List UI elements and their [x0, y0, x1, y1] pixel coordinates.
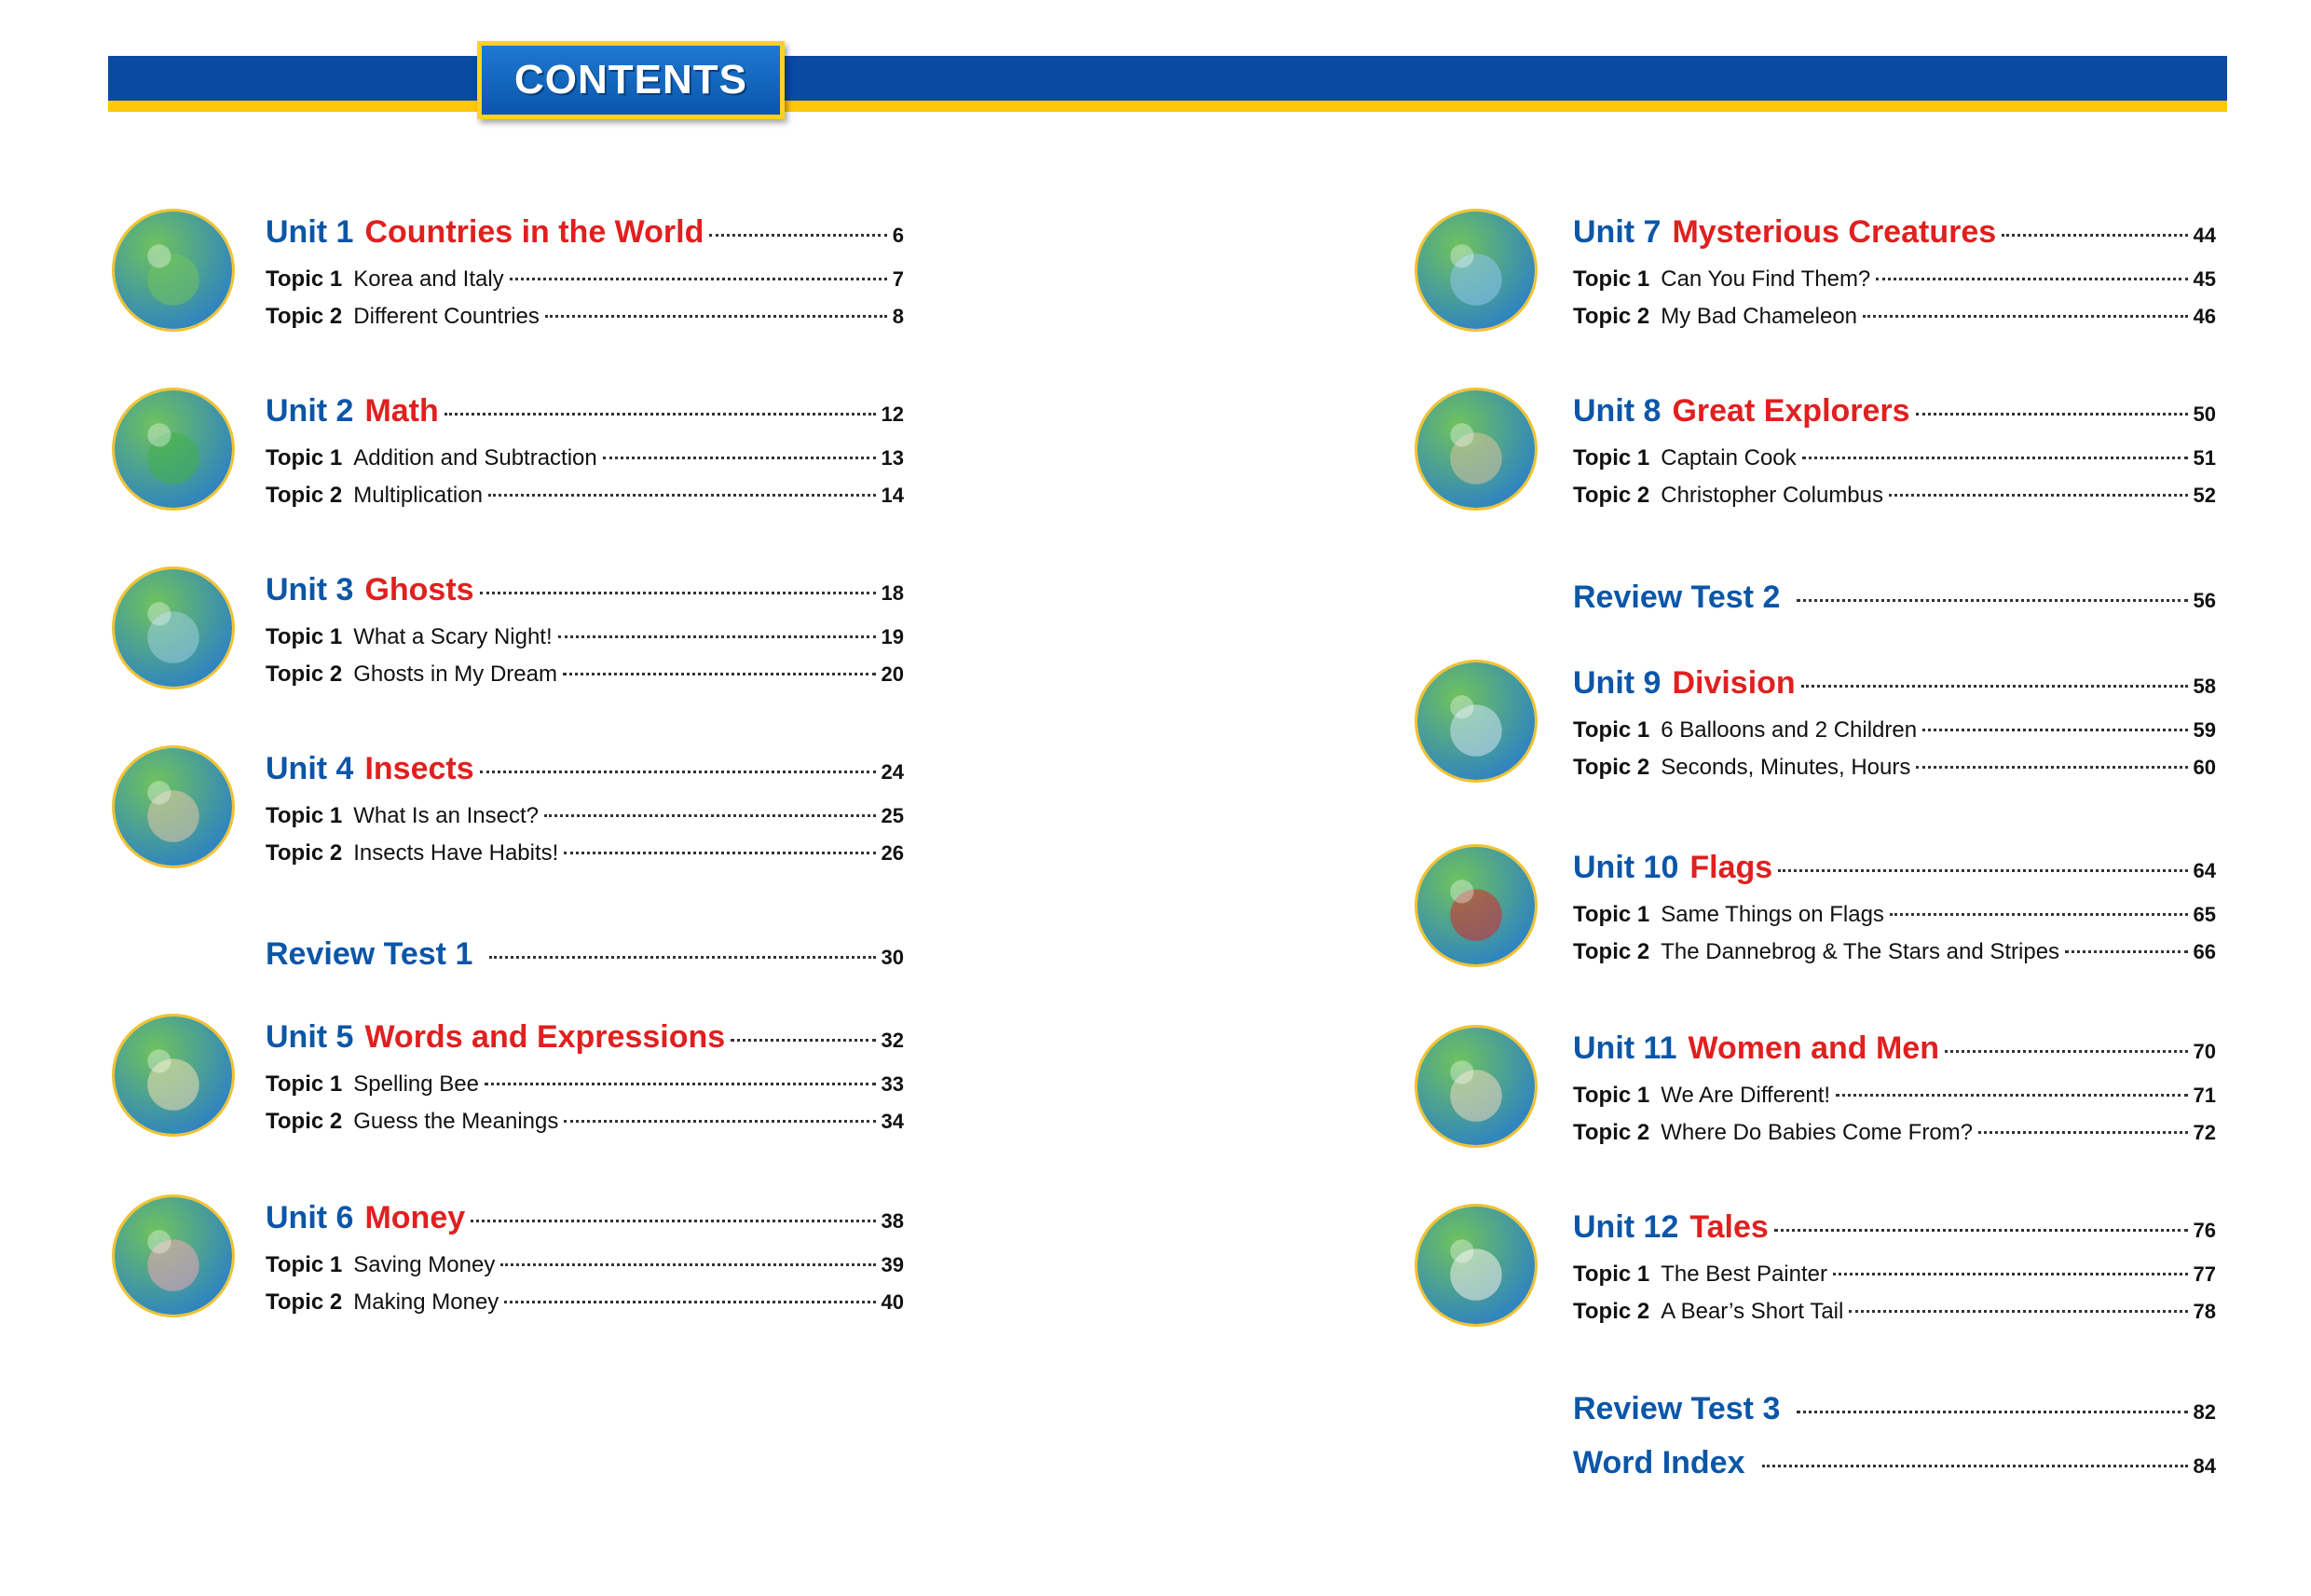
flags-icon: [1415, 844, 1538, 967]
unit-heading[interactable]: [266, 572, 904, 613]
header-bar: [108, 56, 2227, 112]
dot-leader: [488, 494, 876, 497]
topic-label: Topic 2: [1573, 755, 1650, 780]
dot-leader: [1762, 1465, 2188, 1467]
dot-leader: [489, 956, 875, 959]
unit-title: Division: [1672, 665, 1796, 701]
dot-leader: [1889, 494, 2188, 497]
piggy-bank-icon: [112, 1194, 235, 1317]
review-title: Review Test 2: [1573, 580, 1781, 615]
unit-number: Unit 2: [266, 393, 354, 429]
unit-title: Words and Expressions: [364, 1019, 726, 1055]
topic-entry[interactable]: [266, 840, 904, 872]
dot-leader: [709, 234, 886, 237]
unit-title: Great Explorers: [1672, 393, 1910, 429]
topic-label: Topic 2: [266, 662, 343, 687]
page-number: 70: [2193, 1040, 2216, 1063]
page-number: 30: [881, 946, 904, 969]
topic-entry[interactable]: [266, 483, 904, 514]
topic-title: We Are Different!: [1661, 1083, 1831, 1108]
topic-entry[interactable]: [266, 662, 904, 693]
unit-number: Unit 6: [266, 1200, 354, 1235]
topic-label: Topic 2: [266, 1289, 343, 1315]
topic-label: Topic 2: [1573, 939, 1650, 964]
topic-entry[interactable]: [1573, 717, 2216, 749]
dot-leader: [1876, 278, 2187, 280]
compass-icon: [1415, 388, 1538, 511]
unit-heading[interactable]: [266, 751, 904, 792]
dot-leader: [444, 413, 876, 416]
unit-title: Countries in the World: [364, 214, 704, 250]
dot-leader: [485, 1083, 876, 1085]
unit-title: Women and Men: [1688, 1030, 1939, 1066]
page-number: 8: [892, 305, 904, 328]
topic-entry[interactable]: [1573, 1299, 2216, 1330]
page-number: 59: [2193, 718, 2216, 742]
topic-entry[interactable]: [1573, 483, 2216, 514]
topic-label: Topic 1: [266, 1071, 343, 1097]
topic-entry[interactable]: [1573, 755, 2216, 786]
review-heading[interactable]: [1573, 1391, 2216, 1432]
topic-entry[interactable]: [266, 1071, 904, 1103]
page-number: 12: [881, 402, 904, 426]
dot-leader: [545, 315, 887, 318]
topic-entry[interactable]: [1573, 902, 2216, 934]
page-number: 38: [881, 1209, 904, 1233]
topic-entry[interactable]: [1573, 1120, 2216, 1152]
page-number: 45: [2193, 267, 2216, 291]
dot-leader: [1797, 1411, 2187, 1413]
topic-entry[interactable]: [266, 803, 904, 835]
unit-title: Flags: [1689, 850, 1773, 885]
unit-number: Unit 10: [1573, 850, 1679, 885]
topic-title: Seconds, Minutes, Hours: [1661, 755, 1911, 780]
topic-entry[interactable]: [266, 1289, 904, 1321]
page-number: 84: [2193, 1454, 2216, 1478]
math-blocks-icon: [112, 388, 235, 511]
topic-label: Topic 1: [266, 803, 343, 828]
page-number: 64: [2193, 859, 2216, 882]
page-number: 6: [892, 224, 904, 247]
page-number: 82: [2193, 1400, 2216, 1424]
dot-leader: [1922, 729, 2187, 731]
topic-title: The Best Painter: [1661, 1262, 1827, 1287]
review-heading[interactable]: [266, 936, 904, 977]
topic-title: Guess the Meanings: [353, 1109, 559, 1134]
unit-title: Mysterious Creatures: [1672, 214, 1997, 250]
topic-title: What a Scary Night!: [353, 624, 553, 649]
review-title: Review Test 1: [266, 936, 473, 972]
dot-leader: [2065, 950, 2187, 953]
topic-label: Topic 1: [1573, 717, 1650, 743]
dot-leader: [544, 814, 876, 817]
page-number: 32: [881, 1029, 904, 1052]
page-number: 72: [2193, 1121, 2216, 1144]
page-number: 60: [2193, 756, 2216, 779]
page-number: 44: [2193, 224, 2216, 247]
dot-leader: [1833, 1273, 2188, 1275]
page-number: 50: [2193, 402, 2216, 426]
children-reading-icon: [1415, 1025, 1538, 1148]
topic-title: What Is an Insect?: [353, 803, 539, 828]
topic-entry[interactable]: [1573, 266, 2216, 298]
topic-title: Where Do Babies Come From?: [1661, 1120, 1974, 1145]
topic-title: Ghosts in My Dream: [353, 662, 557, 687]
topic-title: Making Money: [353, 1289, 499, 1315]
topic-label: Topic 2: [1573, 304, 1650, 329]
dot-leader: [504, 1301, 875, 1303]
topic-label: Topic 2: [266, 1109, 343, 1134]
page-number: 78: [2193, 1300, 2216, 1323]
letter-tiles-icon: [112, 1014, 235, 1137]
topic-label: Topic 1: [266, 266, 343, 292]
page-number: 71: [2193, 1084, 2216, 1107]
topic-entry[interactable]: [1573, 304, 2216, 335]
page-number: 34: [881, 1110, 904, 1133]
page-number: 26: [881, 841, 904, 865]
topic-label: Topic 2: [1573, 1299, 1650, 1324]
dot-leader: [500, 1263, 875, 1266]
topic-entry[interactable]: [266, 266, 904, 298]
page-number: 58: [2193, 675, 2216, 698]
topic-title: Can You Find Them?: [1661, 266, 1871, 292]
page-number: 14: [881, 484, 904, 507]
topic-label: Topic 2: [1573, 1120, 1650, 1145]
dot-leader: [1774, 1229, 2188, 1232]
topic-entry[interactable]: [266, 1252, 904, 1284]
topic-label: Topic 2: [266, 304, 343, 329]
dot-leader: [480, 771, 876, 773]
topic-title: 6 Balloons and 2 Children: [1661, 717, 1918, 743]
dot-leader: [1849, 1310, 2187, 1313]
contents-title-badge: [477, 41, 785, 119]
chameleon-icon: [1415, 209, 1538, 332]
unit-heading[interactable]: [266, 214, 904, 255]
page-number: 56: [2193, 589, 2216, 612]
unit-number: Unit 5: [266, 1019, 354, 1055]
page-number: 20: [881, 662, 904, 686]
unit-heading[interactable]: [1573, 214, 2216, 255]
topic-entry[interactable]: [1573, 1083, 2216, 1114]
page-number: 19: [881, 625, 904, 648]
unit-number: Unit 12: [1573, 1209, 1679, 1245]
topic-entry[interactable]: [1573, 445, 2216, 477]
topic-title: My Bad Chameleon: [1661, 304, 1858, 329]
dot-leader: [1916, 766, 2187, 769]
review-title: Word Index: [1573, 1445, 1745, 1480]
unit-heading[interactable]: [1573, 1209, 2216, 1250]
dot-leader: [2002, 234, 2187, 237]
topic-label: Topic 1: [266, 1252, 343, 1277]
dot-leader: [603, 457, 876, 459]
page-number: 65: [2193, 903, 2216, 926]
unit-heading[interactable]: [266, 393, 904, 434]
page-number: 18: [881, 581, 904, 605]
topic-title: The Dannebrog & The Stars and Stripes: [1661, 939, 2060, 964]
topic-title: Korea and Italy: [353, 266, 504, 292]
topic-title: Addition and Subtraction: [353, 445, 597, 471]
topic-title: Different Countries: [353, 304, 540, 329]
page-number: 51: [2193, 446, 2216, 470]
unit-title: Insects: [364, 751, 474, 786]
dot-leader: [1802, 457, 2188, 459]
unit-number: Unit 11: [1573, 1030, 1677, 1066]
topic-label: Topic 1: [1573, 266, 1650, 292]
unit-number: Unit 8: [1573, 393, 1661, 429]
dot-leader: [558, 635, 876, 638]
topic-label: Topic 1: [266, 624, 343, 649]
page-number: 66: [2193, 940, 2216, 963]
topic-title: Multiplication: [353, 483, 483, 508]
topic-label: Topic 2: [266, 483, 343, 508]
page-number: 46: [2193, 305, 2216, 328]
unit-heading[interactable]: [1573, 850, 2216, 891]
unit-number: Unit 4: [266, 751, 354, 786]
topic-label: Topic 2: [266, 840, 343, 866]
topic-entry[interactable]: [266, 1109, 904, 1140]
dot-leader: [1836, 1094, 2187, 1097]
unit-number: Unit 1: [266, 214, 354, 250]
dot-leader: [1863, 315, 2188, 318]
dot-leader: [1916, 413, 2188, 416]
unit-heading[interactable]: [1573, 665, 2216, 706]
topic-title: Captain Cook: [1661, 445, 1797, 471]
topic-label: Topic 1: [1573, 1083, 1650, 1108]
insect-hand-icon: [112, 745, 235, 868]
dot-leader: [471, 1220, 875, 1222]
topic-title: Christopher Columbus: [1661, 483, 1884, 508]
topic-label: Topic 2: [1573, 483, 1650, 508]
unit-title: Tales: [1689, 1209, 1769, 1245]
unit-heading[interactable]: [266, 1019, 904, 1060]
unit-title: Math: [364, 393, 439, 429]
review-title: Review Test 3: [1573, 1391, 1781, 1426]
page-number: 77: [2193, 1262, 2216, 1286]
unit-number: Unit 9: [1573, 665, 1661, 701]
dot-leader: [1797, 599, 2187, 602]
unit-title: Money: [364, 1200, 466, 1235]
girl-book-icon: [1415, 1204, 1538, 1327]
topic-entry[interactable]: [1573, 1262, 2216, 1293]
topic-label: Topic 1: [266, 445, 343, 471]
unit-heading[interactable]: [1573, 393, 2216, 434]
review-heading[interactable]: [1573, 1445, 2216, 1486]
header-stripe-blue: [108, 56, 2227, 101]
topic-title: Saving Money: [353, 1252, 496, 1277]
topic-label: Topic 1: [1573, 902, 1650, 927]
page-number: 52: [2193, 484, 2216, 507]
dot-leader: [563, 673, 876, 675]
topic-entry[interactable]: [266, 624, 904, 656]
boy-clock-icon: [1415, 660, 1538, 783]
topic-title: Spelling Bee: [353, 1071, 479, 1097]
dot-leader: [1778, 869, 2187, 872]
page-number: 33: [881, 1072, 904, 1096]
globe-icon: [112, 209, 235, 332]
page-number: 25: [881, 804, 904, 827]
dot-leader: [564, 852, 875, 854]
topic-entry[interactable]: [1573, 939, 2216, 971]
dot-leader: [480, 592, 876, 594]
dot-leader: [731, 1039, 875, 1042]
topic-entry[interactable]: [266, 445, 904, 477]
topic-title: A Bear’s Short Tail: [1661, 1299, 1844, 1324]
unit-number: Unit 3: [266, 572, 354, 607]
dot-leader: [510, 278, 887, 280]
page-number: 24: [881, 760, 904, 784]
page-number: 76: [2193, 1219, 2216, 1242]
page-number: 7: [892, 267, 904, 291]
page-number: 39: [881, 1253, 904, 1276]
dot-leader: [1945, 1050, 2188, 1053]
topic-entry[interactable]: [266, 304, 904, 335]
topic-title: Same Things on Flags: [1661, 902, 1884, 927]
topic-label: Topic 1: [1573, 1262, 1650, 1287]
dot-leader: [1890, 913, 2188, 916]
dot-leader: [1801, 685, 2188, 688]
page-number: 40: [881, 1290, 904, 1314]
unit-number: Unit 7: [1573, 214, 1661, 250]
topic-label: Topic 1: [1573, 445, 1650, 471]
topic-title: Insects Have Habits!: [353, 840, 559, 866]
page-title: CONTENTS: [514, 57, 747, 102]
page-number: 13: [881, 446, 904, 470]
dot-leader: [1978, 1131, 2188, 1134]
peeking-child-icon: [112, 566, 235, 689]
unit-heading[interactable]: [266, 1200, 904, 1241]
unit-title: Ghosts: [364, 572, 474, 607]
unit-heading[interactable]: [1573, 1030, 2216, 1071]
review-heading[interactable]: [1573, 580, 2216, 621]
dot-leader: [564, 1120, 875, 1123]
header-stripe-yellow: [108, 101, 2227, 112]
